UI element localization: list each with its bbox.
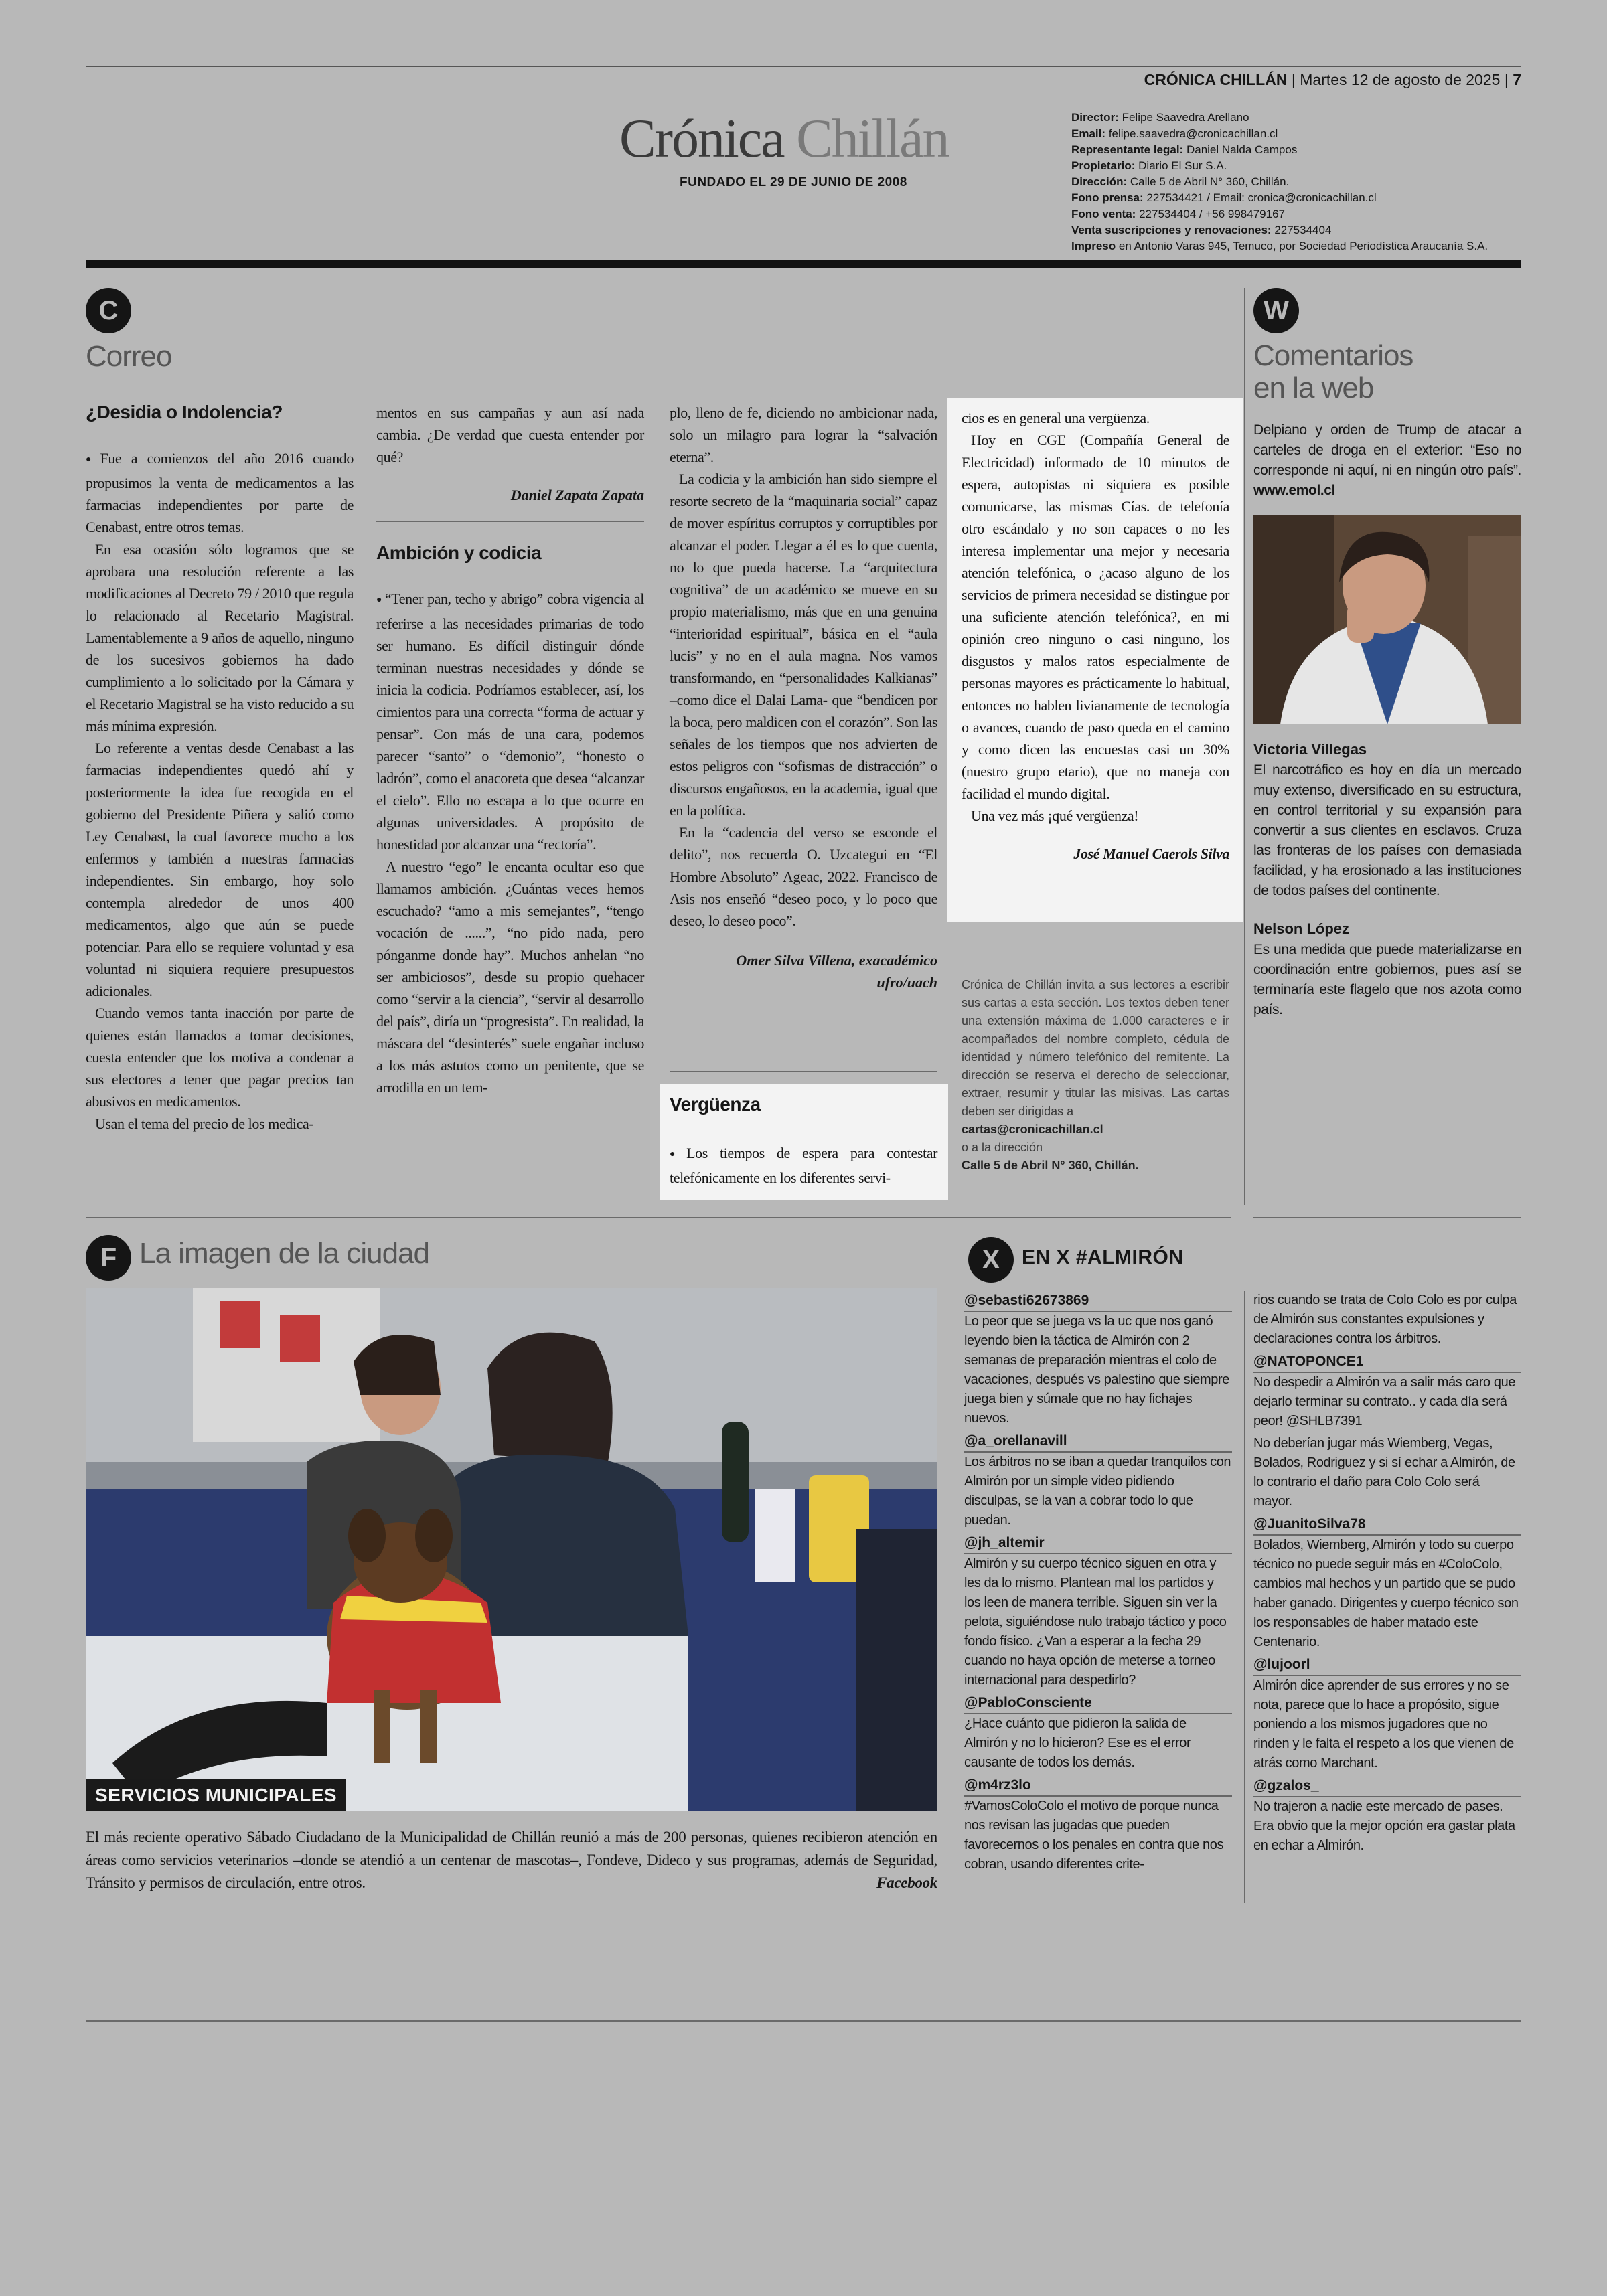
letter-3-box [947,398,1243,922]
letter-2-paragraph: ● “Tener pan, techo y abrigo” cobra vigencia al referirse a las necesidades primarias de todo ser humano. Es difícil distinguir dónde terminan nuestras necesidades y dónde se inicia la codicia. Podríamos establecer, así, los cimientos para una correcta “forma de actuar y pensar”. Con más de una cara, podemos parecer “santo” o “demonio”, “honesto o ladrón”, como el anacoreta que desea “alcanzar el cielo”. Ello no escapa a lo que ocurre en algunas universidades. A propósito de honestidad por alcanzar una “rectoría”. [376,588,644,855]
masthead-line: Representante legal: Daniel Nalda Campos [1071,143,1298,156]
letter-2-paragraph: A nuestro “ego” le encanta ocultar eso que llamamos ambición. ¿Cuántas veces hemos escuchado? “amo a mis semejantes”, “tengo vocación de ......”, “no pido nada, pero pónganme donde hay”. Muchos anhelan “no ser ambiciosos”, desde su propio quehacer como “servir a la ciencia”, “servir al desarrollo del país”, diría un “progresista”. En realidad, la máscara del “desinterés” suele engañar incluso a los más astutos como un penitente, que se arrodilla en un tem- [376,858,644,1096]
web-commenter-name: Victoria Villegas [1253,741,1367,758]
masthead-line: Email: felipe.saavedra@cronicachillan.cl [1071,127,1278,140]
photo-tag: SERVICIOS MUNICIPALES [86,1779,346,1811]
letter-3-paragraph: ● Los tiempos de espera para contestar telefónicamente en los diferentes servi- [670,1142,937,1189]
x-section-title: EN X #ALMIRÓN [1022,1246,1184,1268]
letter-2-column [376,402,644,1098]
tweet-text: No deberían jugar más Wiemberg, Vegas, Bolados, Rodriguez y si sí echar a Almirón, de lo contrario el daño para Colo Colo será mayor. [1253,1436,1515,1509]
photo-caption: El más reciente operativo Sábado Ciudadano de la Municipalidad de Chillán reunió a más de 200 personas, quienes recibieron atención en áreas como servicios veterinarios –donde se atendió a un centenar de mascotas–, Fondeve, Dideco y sus programas, además de Seguridad, Tránsito y permisos de circulación, entre otros. Facebook [86,1826,937,1894]
tweet-text: No despedir a Almirón va a salir más caro que dejarlo terminar su contrato.. y cada día será peor! @SHLB7391 [1253,1375,1516,1428]
tweet-text: rios cuando se trata de Colo Colo es por culpa de Almirón sus constantes expulsiones y declaraciones contra los árbitros. [1253,1293,1517,1346]
letters-invitation: Crónica de Chillán invita a sus lectores a escribir sus cartas a esta sección. Los textos deben tener una extensión máxima de 1.000 caracteres e ir acompañados del nombre completo, cédula de identidad y número telefónico del remitente. La dirección se reserva el derecho de seleccionar, extraer, resumir y titular las misivas. Las cartas deben ser dirigidas a cartas@cronicachillan.cl o a la dirección Calle 5 de Abril N° 360, Chillán. [962,976,1229,1175]
letter-2-continuation-column [670,402,937,993]
x-section-icon: X [968,1237,1014,1283]
tweet-text: Almirón y su cuerpo técnico siguen en otra y les da lo mismo. Plantean mal los partidos y los leen de manera terrible. Siguen sin ver la pelota, siguiéndose nulo trabajo táctico y poco fondo físico. ¿Van a esperar a la fecha 29 cuando no haya opción de meterse a torneo internacional para despedirlo? [964,1556,1227,1688]
founded-line: FUNDADO EL 29 DE JUNIO DE 2008 [680,175,907,189]
letter-3-paragraph: Hoy en CGE (Compañía General de Electricidad) informado de 10 minutos de espera, autopistas ni siquiera es posible comunicarse, las mismas Cías. de telefonía otro escándalo y no son capaces o no les interesa implementar una mejor y necesaria atención telefónica, o ¿acaso alguno de los servicios de primera necesidad se distingue por una suficiente atención telefónica?, en mi opinión creo ninguno o casi ninguno, los disgustos y malos ratos especialmente de personas mayores es prácticamente lo habitual, entonces no hablen livianamente de tecnología o avances, cuando de paso queda en el camino y como dicen las encuestas casi un 30% (nuestro grupo etario), que no maneja con facilidad el mundo digital. [962,432,1229,802]
tweet-handle[interactable]: @jh_altemir [964,1533,1232,1554]
tweet-text: #VamosColoColo el motivo de porque nunca nos revisan las jugadas que pueden favorecernos o los penales en contra que nos cobran, usando diferentes crite- [964,1799,1224,1872]
letter-1-paragraph: ● Fue a comienzos del año 2016 cuando propusimos la venta de medicamentos a las farmacias independientes por parte de Cenabast, entre otros temas. [86,447,354,538]
letter-3-start-box [660,1084,948,1200]
letter-3-title: Vergüenza [670,1094,761,1115]
tweet-text: ¿Hace cuánto que pidieron la salida de Almirón y no lo hicieron? Ese es el error causante de todos los demás. [964,1716,1191,1770]
web-commenter-name: Nelson López [1253,920,1350,937]
tweet-handle[interactable]: @sebasti62673869 [964,1291,1232,1312]
letter-3-paragraph: Una vez más ¡qué vergüenza! [971,807,1139,824]
tweet-text: Lo peor que se juega vs la uc que nos ganó leyendo bien la táctica de Almirón con 2 semanas de preparación mientras el colo de vacaciones, después vs palestino que siempre juega bien y súmale que no hay fichajes nuevos. [964,1314,1229,1426]
top-rule [86,66,1521,67]
letter-1-paragraph: Usan el tema del precio de los medica- [95,1115,314,1132]
divider [670,1071,937,1072]
masthead-line: Venta suscripciones y renovaciones: 227534404 [1071,224,1332,236]
web-lead-source[interactable]: www.emol.cl [1253,483,1336,498]
letter-1-paragraph: Lo referente a ventas desde Cenabast a las farmacias independientes quedó ahí y posteriormente la idea fue recogida en el gobierno del Presidente Piñera y salió como Ley Cenabast, la cual favorece mucho a los enfermos y también a nuestras farmacias independientes. Sin embargo, hoy solo contempla alrededor de unos 400 medicamentos, algo que aún se puede potenciar. Para ello se requiere voluntad y esa voluntad ni siquiera requiere presupuestos adicionales. [86,740,354,999]
letter-1-continuation: mentos en sus campañas y aun así nada cambia. ¿De verdad que cuesta entender por qué? [376,404,644,465]
section-divider [1244,288,1245,1205]
image-section-icon: F [86,1235,131,1281]
letter-1-column [86,402,354,1135]
image-section-title: La imagen de la ciudad [139,1237,429,1270]
correo-section-icon: C [86,288,131,333]
city-photo [86,1288,937,1811]
letter-1-title: ¿Desidia o Indolencia? [86,402,283,422]
masthead-line: Impreso en Antonio Varas 945, Temuco, por Sociedad Periodística Araucanía S.A. [1071,240,1488,252]
bottom-rule [86,2020,1521,2022]
masthead-line: Dirección: Calle 5 de Abril N° 360, Chillán. [1071,175,1290,188]
letters-email[interactable]: cartas@cronicachillan.cl [962,1123,1103,1136]
tweet-text: No trajeron a nadie este mercado de pases. Era obvio que la mejor opción era gastar plata en echar a Almirón. [1253,1799,1515,1853]
tweet-text: Bolados, Wiemberg, Almirón y todo su cuerpo técnico no puede seguir más en #ColoColo, cambios mal hechos y un partido que se pudo haber ganado. Dirigentes y cuerpo técnico son los responsables de haber matado este Centenario. [1253,1538,1519,1649]
letter-2-paragraph: plo, lleno de fe, diciendo no ambicionar nada, solo un milagro para lograr la “salvación eterna”. [670,404,937,465]
tweets-column-2 [1253,1291,1521,1858]
letter-2-title: Ambición y codicia [376,542,542,563]
tweet-handle[interactable]: @PabloConsciente [964,1693,1232,1714]
letter-1-paragraph: Cuando vemos tanta inacción por parte de quienes están llamados a tomar decisiones, cuesta entender que los motiva a condenar a sus electores a tener que pagar precios tan abusivos en medicamentos. [86,1005,354,1110]
masthead-line: Propietario: Diario El Sur S.A. [1071,159,1227,172]
web-lead: Delpiano y orden de Trump de atacar a carteles de droga en el exterior: “Eso no corresponde ni aquí, ni en ningún otro país”. www.emol.cl [1253,422,1521,498]
tweet-handle[interactable]: @a_orellanavill [964,1431,1232,1453]
tweets-column-1 [964,1291,1232,1877]
divider [376,521,644,522]
letter-1-paragraph: En esa ocasión sólo logramos que se aprobara una resolución referente a las modificaciones al Decreto 79 / 2010 que regula lo relacionado al Recetario Magistral. Lamentablemente a 9 años de aquello, ninguno de los sucesivos gobiernos ha dado cumplimiento a lo solicitado por la Cámara y el Recetario Magistral se ha visto reducido a su más mínima expresión. [86,541,354,734]
masthead [1071,110,1540,254]
section-divider [1244,1291,1245,1903]
letter-3-paragraph: cios es en general una vergüenza. [962,410,1150,426]
letters-address: Calle 5 de Abril N° 360, Chillán. [962,1159,1139,1172]
letter-2-paragraph: En la “cadencia del verso se esconde el delito”, nos recuerda O. Uzcategui en “El Hombre Absoluto” Ageac, 2022. Francisco de Asis nos enseñó “deseo poco, y lo poco que deseo, lo deseo poco”. [670,824,937,929]
running-head: CRÓNICA CHILLÁN | Martes 12 de agosto de 2025 | 7 [1144,71,1521,88]
masthead-line: Fono prensa: 227534421 / Email: cronica@cronicachillan.cl [1071,191,1377,204]
tweet-handle[interactable]: @JuanitoSilva78 [1253,1514,1521,1536]
tweet-handle[interactable]: @NATOPONCE1 [1253,1351,1521,1373]
tweet-text: Los árbitros no se iban a quedar tranquilos con Almirón por un simple video pidiendo disculpas, se la van a cobrar todo lo que puedan. [964,1455,1231,1528]
letter-1-body [86,447,354,1135]
header-rule [86,260,1521,268]
letter-2-body [376,588,644,1098]
letter-3-signature: José Manuel Caerols Silva [1073,845,1229,862]
photo-credit: Facebook [876,1874,937,1891]
person-photo-illustration [1253,515,1521,724]
letter-2-signature: Omer Silva Villena, exacadémico ufro/uach [736,952,937,991]
tweet-handle[interactable]: @m4rz3lo [964,1775,1232,1797]
correo-title: Correo [86,340,172,373]
letter-2-paragraph: La codicia y la ambición han sido siempre el resorte secreto de la “maquinaria social” capaz de mover espíritus corruptos y corruptibles por alcanzar el poder. Llegar a él es lo que cuenta, no lo que pueda hacerse. La “arquitectura cognitiva” de un académico se mueve en su propio materialismo, más que en una genuina “interioridad espiritual”, básica en el “aula lucis” y no en el aula magna. Nos vamos transformando, en “personalidades Kalkianas” –como dice el Dalai Lama- que “bendicen por la boca, pero maldicen con el corazón”. Son las señales de los tiempos que nos advierten de estos peligros con “sofismas de distracción” o discursos engañosos, en la academia, igual que en la política. [670,471,937,819]
logo: Crónica Chillán [619,108,949,169]
web-comment-text: Es una medida que puede materializarse en coordinación entre gobiernos, pues así se terminaría este flagelo que nos azota como país. [1253,942,1521,1017]
masthead-line: Fono venta: 227534404 / +56 998479167 [1071,208,1285,220]
masthead-line: Director: Felipe Saavedra Arellano [1071,111,1249,124]
web-comments [1253,739,1521,1020]
tweet-text: Almirón dice aprender de sus errores y no se nota, parece que lo hace a propósito, sigue poniendo a los mismos jugadores que no rinden y le falta el respeto a los que vienen de atrás como Marchant. [1253,1678,1514,1771]
letter-1-signature: Daniel Zapata Zapata [510,487,644,503]
divider [86,1217,1231,1218]
city-photo-illustration [86,1288,937,1811]
web-photo [1253,515,1521,724]
web-comment-text: El narcotráfico es hoy en día un mercado muy extenso, diversificado en su estructura, en control territorial y su expansión para convertir a sus clientes en esclavos. Cruza las fronteras de los países con demasiada facilidad, y ha erosionado a las instituciones de todos países del continente. [1253,762,1521,898]
tweet-handle[interactable]: @lujoorl [1253,1655,1521,1676]
web-title: Comentarios en la web [1253,339,1413,404]
tweet-handle[interactable]: @gzalos_ [1253,1776,1521,1797]
web-section-icon: W [1253,288,1299,333]
divider [1253,1217,1521,1218]
